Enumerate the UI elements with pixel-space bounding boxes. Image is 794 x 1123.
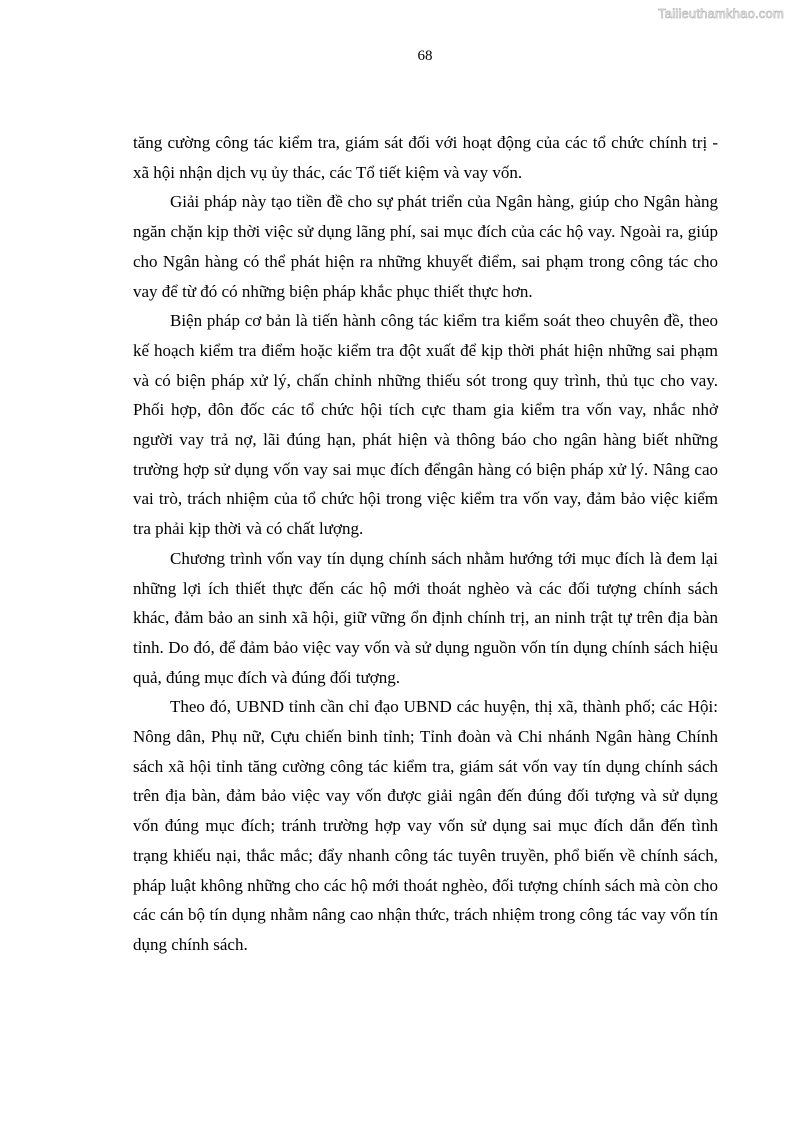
paragraph: Chương trình vốn vay tín dụng chính sách nhằm hướng tới mục đích là đem lại những lợi ích thiết thực đến các hộ mới thoát nghèo và các đối tượng chính sách khác, đảm bảo an sinh xã hội, giữ vững ổn định chính trị, an ninh trật tự trên địa bàn tỉnh. Do đó, để đảm bảo việc vay vốn và sử dụng nguồn vốn tín dụng chính sách hiệu quả, đúng mục đích và đúng đối tượng. bbox=[133, 548, 718, 687]
watermark-text: Tailieuthamkhao.com bbox=[658, 6, 784, 21]
body-text bbox=[133, 128, 718, 960]
paragraph: Giải pháp này tạo tiền đề cho sự phát triển của Ngân hàng, giúp cho Ngân hàng ngăn chặn kịp thời việc sử dụng lãng phí, sai mục đích của các hộ vay. Ngoài ra, giúp cho Ngân hàng có thể phát hiện ra những khuyết điểm, sai phạm trong công tác cho vay để từ đó có những biện pháp khắc phục thiết thực hơn. bbox=[133, 192, 718, 301]
paragraph-continuation: tăng cường công tác kiểm tra, giám sát đối với hoạt động của các tổ chức chính trị - xã hội nhận dịch vụ ủy thác, các Tổ tiết kiệm và vay vốn. bbox=[133, 133, 718, 182]
page-number: 68 bbox=[417, 48, 433, 64]
paragraph: Theo đó, UBND tỉnh cần chỉ đạo UBND các huyện, thị xã, thành phố; các Hội: Nông dân, Phụ nữ, Cựu chiến binh tỉnh; Tỉnh đoàn và Chi nhánh Ngân hàng Chính sách xã hội tỉnh tăng cường công tác kiểm tra, giám sát vốn vay tín dụng chính sách trên địa bàn, đảm bảo việc vay vốn được giải ngân đến đúng đối tượng và sử dụng vốn đúng mục đích; tránh trường hợp vay vốn sử dụng sai mục đích dẫn đến tình trạng khiếu nại, thắc mắc; đẩy nhanh công tác tuyên truyền, phổ biến về chính sách, pháp luật không những cho các hộ mới thoát nghèo, đối tượng chính sách mà còn cho các cán bộ tín dụng nhằm nâng cao nhận thức, trách nhiệm trong công tác vay vốn tín dụng chính sách. bbox=[133, 697, 718, 954]
paragraph: Biện pháp cơ bản là tiến hành công tác kiểm tra kiểm soát theo chuyên đề, theo kế hoạch kiểm tra điểm hoặc kiểm tra đột xuất để kịp thời phát hiện những sai phạm và có biện pháp xử lý, chấn chỉnh những thiếu sót trong quy trình, thủ tục cho vay. Phối hợp, đôn đốc các tổ chức hội tích cực tham gia kiểm tra vốn vay, nhắc nhở người vay trả nợ, lãi đúng hạn, phát hiện và thông báo cho ngân hàng biết những trường hợp sử dụng vốn vay sai mục đích đểngân hàng có biện pháp xử lý. Nâng cao vai trò, trách nhiệm của tổ chức hội trong việc kiểm tra vốn vay, đảm bảo việc kiểm tra phải kịp thời và có chất lượng. bbox=[133, 311, 718, 539]
